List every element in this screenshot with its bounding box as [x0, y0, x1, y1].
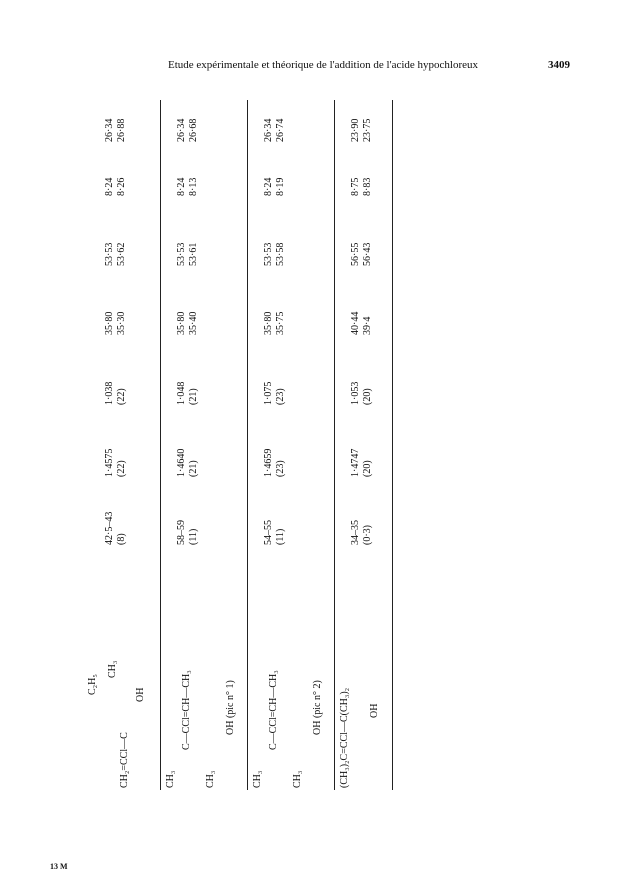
table-cell: 1·038 (22)	[104, 381, 127, 405]
table-cell: 35·80 35·75	[263, 311, 286, 335]
table-cell: 1·4640 (21)	[176, 448, 199, 477]
row-separator	[334, 100, 335, 790]
table-cell: 56·55 56·43	[350, 242, 373, 266]
table-cell: 26·34 26·68	[176, 118, 199, 142]
table-cell: 1·053 (20)	[350, 381, 373, 405]
table-row	[162, 100, 247, 790]
table-cell: 23·90 23·75	[350, 118, 373, 142]
table-cell: 35·80 35·30	[104, 311, 127, 335]
table-cell: 26·34 26·88	[104, 118, 127, 142]
table-cell: 8·75 8·83	[350, 177, 373, 196]
table-cell: 53·53 53·61	[176, 242, 199, 266]
signature-mark: 13 M	[50, 862, 68, 871]
table-cell: 1·4747 (20)	[350, 448, 373, 477]
formula-line: CH₃	[165, 770, 176, 788]
formula-line: C—CCl=CH—CH₃	[268, 670, 279, 750]
table-row	[336, 100, 392, 790]
row-separator	[392, 100, 393, 790]
page-number: 3409	[548, 59, 570, 71]
formula-line: OH (pic n° 1)	[225, 680, 236, 735]
table-row	[87, 100, 160, 790]
running-header	[0, 55, 623, 75]
table-cell: 1·048 (21)	[176, 381, 199, 405]
table-cell: 1·4575 (22)	[104, 448, 127, 477]
table-cell: 42·5–43 (8)	[104, 511, 127, 545]
table-cell: 54–55 (11)	[263, 520, 286, 545]
row-separator	[247, 100, 248, 790]
formula-line: OH	[369, 703, 380, 718]
table-cell: 1·075 (23)	[263, 381, 286, 405]
table-cell: 53·53 53·62	[104, 242, 127, 266]
table-cell: 40·44 39·4	[350, 311, 373, 335]
formula-line: CH₂=CCl—C	[119, 732, 130, 788]
formula-line: C—CCl=CH—CH₃	[181, 670, 192, 750]
table-cell: 8·24 8·19	[263, 177, 286, 196]
formula-line: CH₃	[205, 770, 216, 788]
formula-line: CH₃	[292, 770, 303, 788]
formula-line: (CH₃)₂C=CCl—C(CH₃)₂	[339, 687, 350, 788]
table-cell: 8·24 8·13	[176, 177, 199, 196]
table-cell: 8·24 8·26	[104, 177, 127, 196]
running-title: Etude expérimentale et théorique de l'addition de l'acide hypochloreux	[168, 59, 479, 71]
table-cell: 53·53 53·58	[263, 242, 286, 266]
table-cell: 34–35 (0·3)	[350, 520, 373, 545]
formula-line: C₂H₅	[87, 674, 98, 695]
table-cell: 26·34 26·74	[263, 118, 286, 142]
table-row	[249, 100, 334, 790]
table-cell: 1·4659 (23)	[263, 448, 286, 477]
formula-line: CH₃	[107, 660, 118, 678]
formula-line: OH (pic n° 2)	[312, 680, 323, 735]
table-cell: 35·80 35·40	[176, 311, 199, 335]
row-separator	[160, 100, 161, 790]
rotated-table	[87, 100, 400, 790]
formula-line: CH₃	[252, 770, 263, 788]
table-cell: 58–59 (11)	[176, 520, 199, 545]
formula-line: OH	[135, 687, 146, 702]
